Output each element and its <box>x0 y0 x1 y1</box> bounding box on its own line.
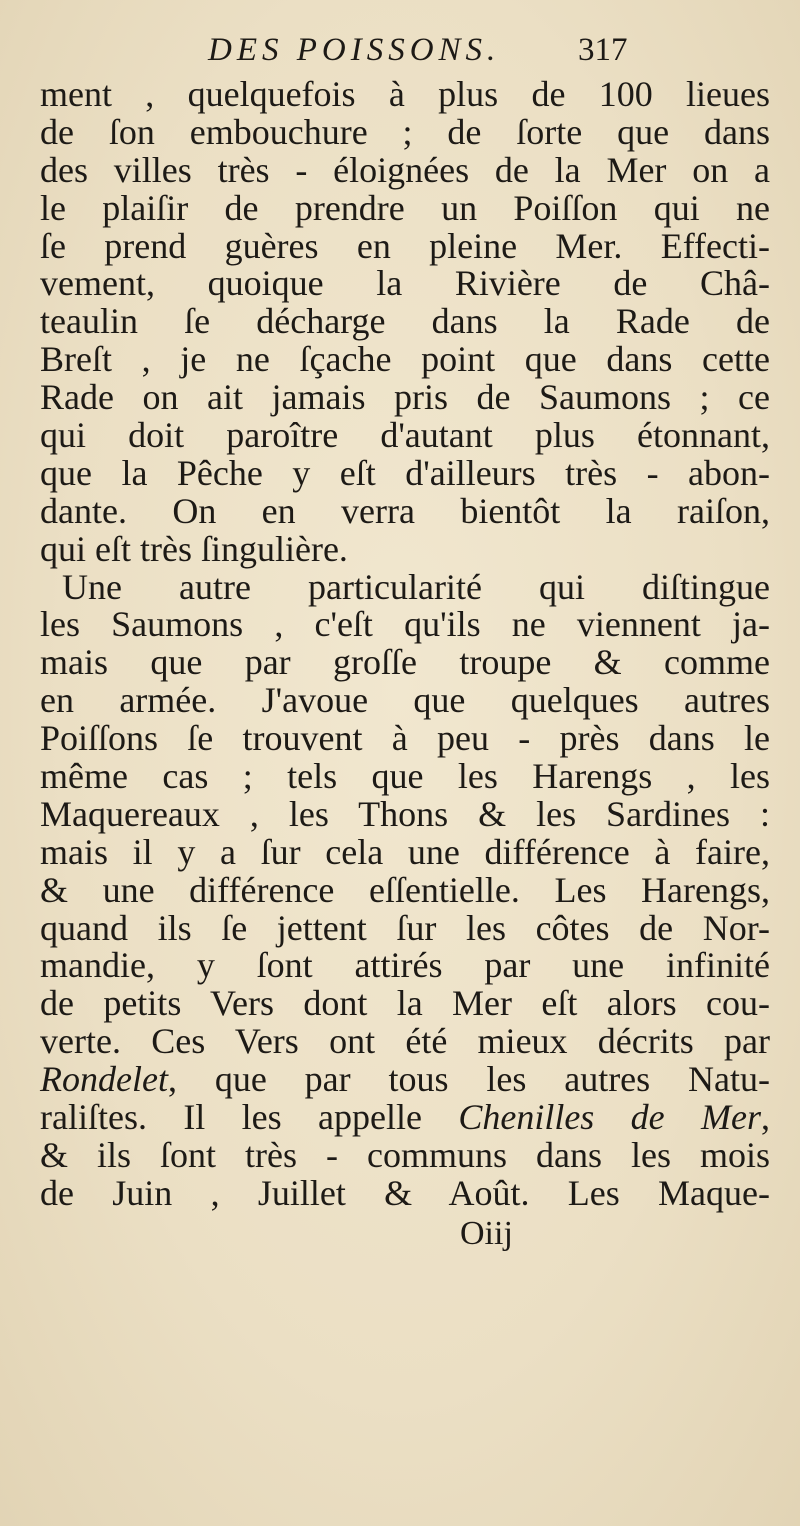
text-line: de Juin , Juillet & Août. Les Maque- <box>40 1172 770 1213</box>
line-start: raliſtes. Il les appelle <box>40 1097 459 1138</box>
text-line: mandie, y ſont attirés par une infinité <box>40 945 770 986</box>
text-line: quand ils ſe jettent ſur les côtes de Nor- <box>40 907 770 948</box>
paragraph-first-line: Une autre particularité qui diſtingue <box>62 566 770 607</box>
text-line: & une différence eſſentielle. Les Harengs, <box>40 869 770 910</box>
line-remainder: , que par tous les autres Natu- <box>167 1059 770 1100</box>
text-line: le plaiſir de prendre un Poiſſon qui ne <box>40 187 770 228</box>
text-line: Maquereaux , les Thons & les Sardines : <box>40 793 770 834</box>
page-header <box>0 26 800 76</box>
body-text <box>40 76 770 1213</box>
text-line: qui doit paroître d'autant plus étonnant, <box>40 415 770 456</box>
term-italic: Chenilles de Mer <box>458 1097 761 1138</box>
text-line: en armée. J'avoue que quelques autres <box>40 680 770 721</box>
text-line-chenilles <box>40 1099 770 1137</box>
running-head: DES POISSONS. <box>208 32 501 68</box>
text-line: des villes très - éloignées de la Mer on a <box>40 149 770 190</box>
text-line: Rade on ait jamais pris de Saumons ; ce <box>40 377 770 418</box>
text-line: les Saumons , c'eſt qu'ils ne viennent ja- <box>40 604 770 645</box>
text-line: Poiſſons ſe trouvent à peu - près dans le <box>40 718 770 759</box>
line-end: , <box>761 1097 770 1138</box>
text-line: Breſt , je ne ſçache point que dans cette <box>40 339 770 380</box>
text-line-rondelet <box>40 1061 770 1099</box>
text-line: mais que par groſſe troupe & comme <box>40 642 770 683</box>
text-line: teaulin ſe décharge dans la Rade de <box>40 301 770 342</box>
text-line: de petits Vers dont la Mer eſt alors cou- <box>40 983 770 1024</box>
author-name-italic: Rondelet <box>40 1059 168 1100</box>
text-line: même cas ; tels que les Harengs , les <box>40 756 770 797</box>
text-line: verte. Ces Vers ont été mieux décrits par <box>40 1021 770 1062</box>
text-line: dante. On en verra bientôt la raiſon, <box>40 490 770 531</box>
text-line: vement, quoique la Rivière de Châ- <box>40 263 770 304</box>
text-line: que la Pêche y eſt d'ailleurs très - abon- <box>40 452 770 493</box>
page-number: 317 <box>578 32 628 68</box>
signature-mark: Oiij <box>460 1215 513 1252</box>
text-line: de ſon embouchure ; de ſorte que dans <box>40 111 770 152</box>
text-line: & ils ſont très - communs dans les mois <box>40 1134 770 1175</box>
text-line: ment , quelquefois à plus de 100 lieues <box>40 74 770 114</box>
paragraph-last-line: qui eſt très ſingulière. <box>40 528 348 569</box>
text-line: ſe prend guères en pleine Mer. Effecti- <box>40 225 770 266</box>
text-line: mais il y a ſur cela une différence à faire, <box>40 831 770 872</box>
